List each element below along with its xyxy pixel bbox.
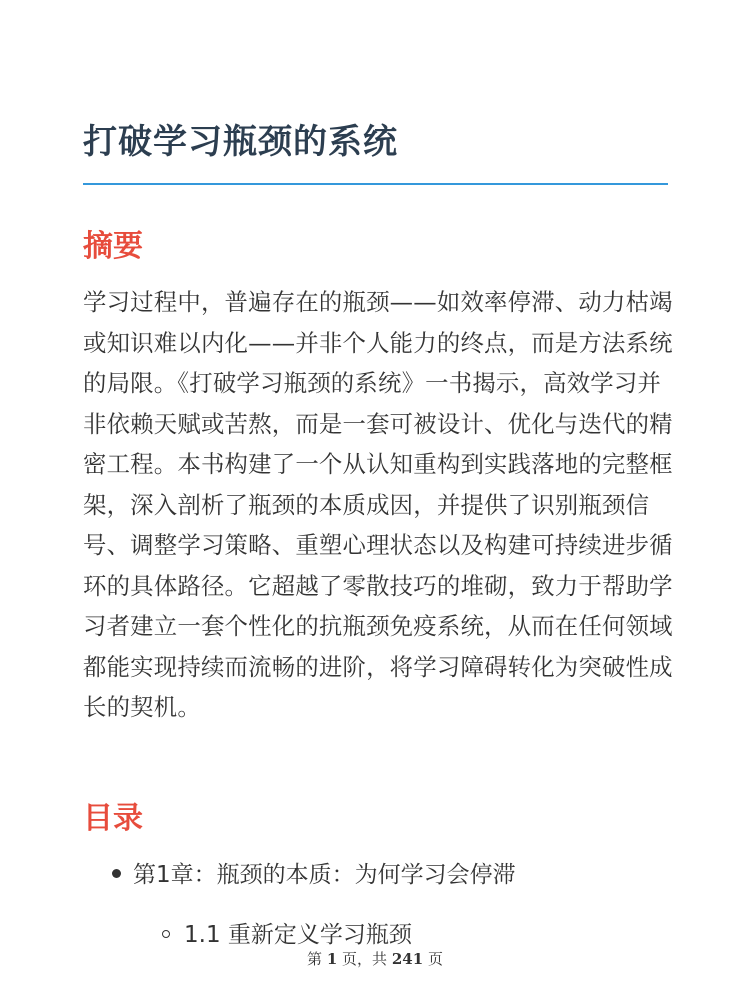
toc-item-chapter-1[interactable] xyxy=(112,856,516,889)
toc-subitem-label: 1.1 重新定义学习瓶颈 xyxy=(184,922,412,948)
hollow-bullet-icon xyxy=(162,930,170,938)
toc-item-section-1-1[interactable] xyxy=(162,916,412,949)
filled-bullet-icon xyxy=(112,869,121,878)
title-divider xyxy=(83,183,668,185)
footer-suffix: 页 xyxy=(427,950,443,968)
toc-item-label: 第1章：瓶颈的本质：为何学习会停滞 xyxy=(133,862,516,888)
abstract-heading: 摘要 xyxy=(83,229,143,264)
toc-heading: 目录 xyxy=(83,801,143,836)
abstract-text: 学习过程中，普遍存在的瓶颈——如效率停滞、动力枯竭或知识难以内化——并非个人能力的终点，而是方法系统的局限。《打破学习瓶颈的系统》一书揭示，高效学习并非依赖天赋或苦熬，而是一套可被设计、优化与迭代的精密工程。本书构建了一个从认知重构到实践落地的完整框架，深入剖析了瓶颈的本质成因，并提供了识别瓶颈信号、调整学习策略、重塑心理状态以及构建可持续进步循环的具体路径。它超越了零散技巧的堆砌，致力于帮助学习者建立一套个性化的抗瓶颈免疫系统，从而在任何领域都能实现持续而流畅的进阶，将学习障碍转化为突破性成长的契机。 xyxy=(83,288,673,721)
page-footer xyxy=(0,948,750,969)
footer-prefix: 第 xyxy=(307,950,323,968)
current-page-number: 1 xyxy=(326,950,338,968)
document-title: 打破学习瓶颈的系统 xyxy=(83,122,398,162)
total-pages-number: 241 xyxy=(391,950,424,968)
footer-middle: 页，共 xyxy=(342,950,388,968)
